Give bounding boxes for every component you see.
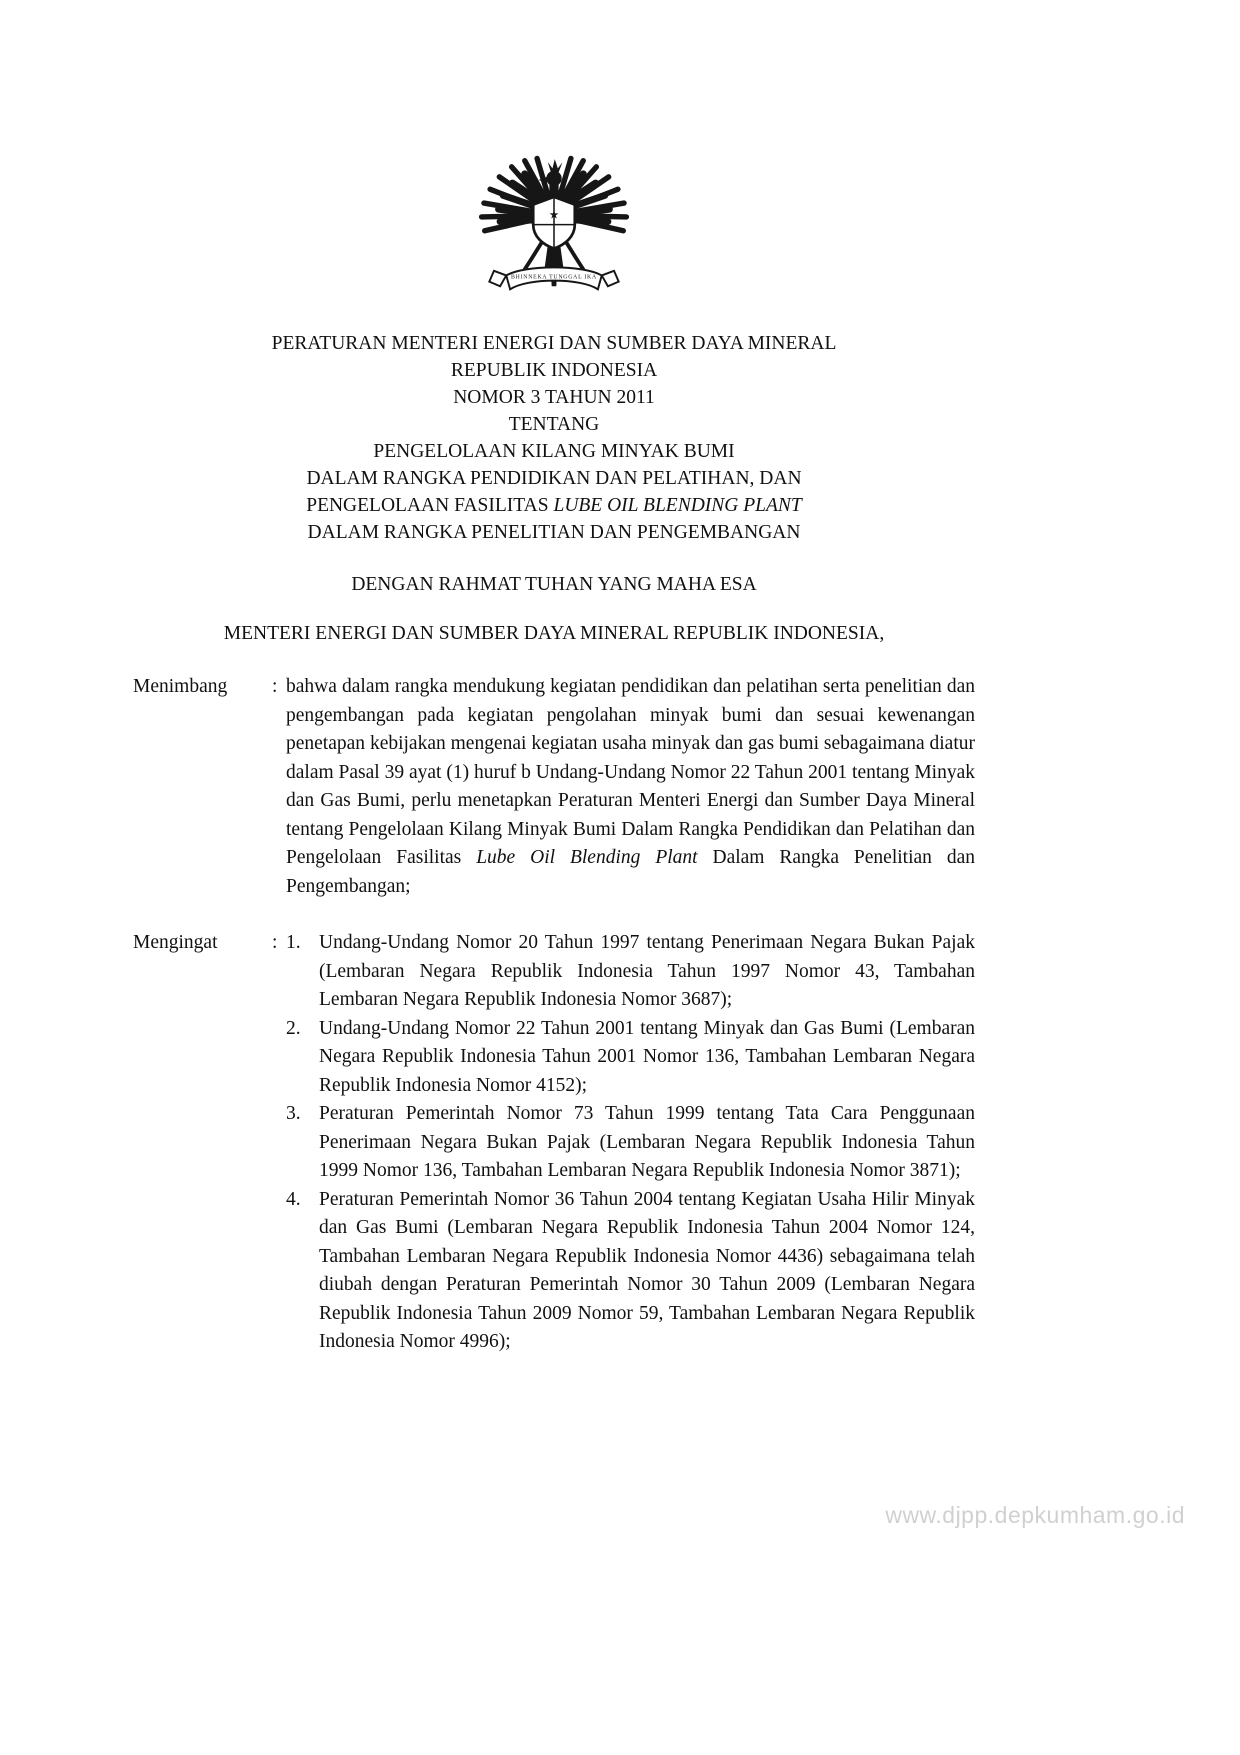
menimbang-text-italic: Lube Oil Blending Plant [476,847,698,868]
list-item-text: Peraturan Pemerintah Nomor 73 Tahun 1999 tentang Tata Cara Penggunaan Penerimaan Negara Bukan Pajak (Lembaran Negara Republik Indonesia Tahun 1999 Nomor 136, Tambahan Lembaran Negara Republik Indonesia Nomor 3871); [319,1103,975,1181]
menimbang-colon: : [272,676,278,697]
list-item-text: Undang-Undang Nomor 20 Tahun 1997 tentang Penerimaan Negara Bukan Pajak (Lembaran Negara Republik Indonesia Tahun 1997 Nomor 43, Tambahan Lembaran Negara Republik Indonesia Nomor 3687); [319,932,975,1010]
list-item-text: Peraturan Pemerintah Nomor 36 Tahun 2004 tentang Kegiatan Usaha Hilir Minyak dan Gas Bumi (Lembaran Negara Republik Indonesia Tahun 2004 Nomor 124, Tambahan Lembaran Negara Republik Indonesia Nomor 4436) sebagaimana telah diubah dengan Peraturan Pemerintah Nomor 30 Tahun 2009 (Lembaran Negara Republik Indonesia Tahun 2009 Nomor 59, Tambahan Lembaran Negara Republik Indonesia Nomor 4996); [319,1188,975,1352]
list-item [286,1100,975,1186]
mengingat-colon: : [272,932,278,953]
list-item-number: 1. [286,932,301,953]
title-line-1: PERATURAN MENTERI ENERGI DAN SUMBER DAYA MINERAL [271,333,837,354]
title-line-7 [133,492,975,519]
menimbang-label: Menimbang [133,676,228,697]
title-line-2: REPUBLIK INDONESIA [450,360,658,381]
list-item-number: 2. [286,1017,301,1039]
mengingat-list [286,929,975,1357]
list-item-number: 4. [286,1188,301,1210]
document-content [133,0,975,1357]
menimbang-clause [133,673,975,901]
regulation-title [133,330,975,546]
menimbang-text: bahwa dalam rangka mendukung kegiatan pendidikan dan pelatihan serta penelitian dan pengembangan pada kegiatan pengolahan minyak bumi dan sesuai kewenangan penetapan kebijakan mengenai kegiatan usaha minyak dan gas bumi sebagaimana diatur dalam Pasal 39 ayat (1) huruf b Undang-Undang Nomor 22 Tahun 2001 tentang Minyak dan Gas Bumi, perlu menetapkan Peraturan Menteri Energi dan Sumber Daya Mineral tentang Pengelolaan Kilang Minyak Bumi Dalam Rangka Pendidikan dan Pelatihan dan Pengelolaan Fasilitas [286,676,975,868]
invocation-line: DENGAN RAHMAT TUHAN YANG MAHA ESA [351,574,757,595]
list-item [286,1186,975,1357]
list-item [286,929,975,1015]
menimbang-text-end: Dalam Rangka Penelitian dan Pengembangan; [286,847,975,897]
authority-line: MENTERI ENERGI DAN SUMBER DAYA MINERAL REPUBLIK INDONESIA, [223,623,885,644]
list-item-number: 3. [286,1103,301,1124]
star-icon: ★ [548,209,560,222]
title-line-4: TENTANG [508,414,600,435]
garuda-eagle-icon [477,136,631,304]
mengingat-label: Mengingat [133,932,218,953]
list-item-text: Undang-Undang Nomor 22 Tahun 2001 tentang Minyak dan Gas Bumi (Lembaran Negara Republik Indonesia Tahun 2001 Nomor 136, Tambahan Lembaran Negara Republik Indonesia Nomor 4152); [319,1017,975,1096]
garuda-pancasila-emblem [133,136,975,304]
menimbang-body [286,673,975,901]
emblem-motto: BHINNEKA TUNGGAL IKA [511,274,597,281]
mengingat-clause [133,929,975,1357]
title-line-8: DALAM RANGKA PENELITIAN DAN PENGEMBANGAN [307,522,801,543]
title-line-7-text: PENGELOLAAN FASILITAS [306,495,554,516]
title-line-5: PENGELOLAAN KILANG MINYAK BUMI [373,441,735,462]
title-line-3: NOMOR 3 TAHUN 2011 [453,387,655,408]
title-line-6: DALAM RANGKA PENDIDIKAN DAN PELATIHAN, DAN [306,468,802,489]
watermark: www.djpp.depkumham.go.id [885,1502,1185,1528]
list-item [286,1015,975,1101]
title-line-7-italic: LUBE OIL BLENDING PLANT [553,495,802,516]
